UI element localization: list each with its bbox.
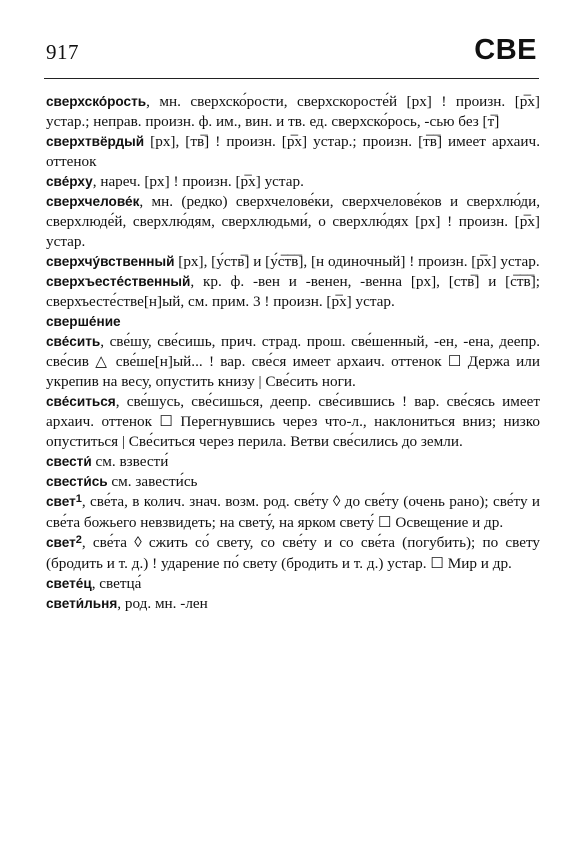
entry-body: , светца́ — [91, 575, 142, 592]
entry-headword: сверше́ние — [46, 314, 121, 329]
entry-body: [рх], [тв̅] ! произн. [р̅х] устар.; произн. [т̅в̅] имеет архаич. оттенок — [46, 133, 540, 170]
dictionary-entry — [46, 132, 540, 172]
entry-headword: сверхчелове́к — [46, 194, 140, 209]
dictionary-entries — [46, 92, 540, 614]
entry-body: , кр. ф. -вен и -венен, -венна [рх], [ств̅] и [с̅т̅в̅]; сверхъесте́стве[н]ый, см. прим. 3 ! произн. [р̅х] устар. — [46, 273, 540, 310]
entry-body: [рх], [у́ств̅] и [у́с̅т̅в̅], [н одиночный] ! произн. [р̅х] устар. — [174, 253, 540, 270]
sense-number: 1 — [75, 493, 82, 505]
dictionary-entry — [46, 192, 540, 252]
entry-headword: сверхтвёрдый — [46, 134, 145, 149]
entry-headword: сверхчу́вственный — [46, 254, 175, 269]
entry-headword: сверхско́рость — [46, 94, 147, 109]
dictionary-entry — [46, 392, 540, 452]
dictionary-entry — [46, 252, 540, 272]
dictionary-entry — [46, 533, 540, 574]
entry-body: , мн. (редко) сверхчелове́ки, сверхчелове́ков и сверхлю́ди, сверхлюде́й, сверхлю́дям, сверхлюдьми́, о сверхлю́дях [рх] ! произн. [р̅х] устар. — [46, 193, 540, 250]
dictionary-entry — [46, 312, 540, 332]
dictionary-entry — [46, 272, 540, 312]
entry-headword: свети́льня — [46, 596, 118, 611]
dictionary-entry — [46, 92, 540, 132]
entry-body: , мн. сверхско́рости, сверхскоросте́й [рх] ! произн. [р̅х] устар.; неправ. произн. ф. им., вин. и тв. ед. сверхско́рось, -сью без [т̅] — [46, 93, 540, 130]
entry-body: , све́шусь, све́сишься, деепр. све́сившись ! вар. све́сясь имеет архаич. оттенок ☐ Перегнувшись через что-л., наклониться вниз; низко опуститься | Све́ситься через перила. Ветви све́сились до земли. — [46, 393, 540, 450]
entry-headword: свете́ц — [46, 576, 92, 591]
entry-headword: све́ситься — [46, 394, 116, 409]
entry-body: см. взвести́ — [91, 453, 169, 470]
dictionary-entry — [46, 332, 540, 392]
dictionary-entry — [46, 574, 540, 594]
entry-body: см. завести́сь — [107, 473, 198, 490]
dictionary-entry — [46, 172, 540, 192]
dictionary-entry — [46, 452, 540, 472]
page-number: 917 — [46, 40, 79, 64]
header-rule — [44, 78, 539, 79]
dictionary-entry — [46, 594, 540, 614]
entry-headword: сверхъесте́ственный — [46, 274, 191, 289]
entry-headword: свет — [46, 494, 76, 509]
entry-body: , све́та ◊ сжить со́ свету, со све́ту и со све́та (погубить); по свету (бродить и т. д.) ! ударение по́ свету (бродить и т. д.) устар. ☐ Мир и др. — [46, 534, 540, 572]
dictionary-entry — [46, 492, 540, 533]
dictionary-entry — [46, 472, 540, 492]
entry-headword: свет — [46, 535, 76, 550]
entry-headword: свести́сь — [46, 474, 108, 489]
entry-headword: свести́ — [46, 454, 92, 469]
running-head: СВЕ — [474, 34, 537, 66]
entry-headword: све́рху — [46, 174, 93, 189]
entry-body: , све́та, в колич. знач. возм. род. све́ту ◊ до све́ту (очень рано); све́ту и све́та божьего невзвидеть; на свету́, на ярком свету́ ☐ Освещение и др. — [46, 493, 540, 531]
sense-number: 2 — [75, 534, 82, 546]
entry-body: , нареч. [рх] ! произн. [р̅х] устар. — [92, 173, 304, 190]
entry-body: , све́шу, све́сишь, прич. страд. прош. све́шенный, -ен, -ена, деепр. све́сив △ све́ше[н]ый... ! вар. све́ся имеет архаич. оттенок ☐ Держа или укрепив на весу, опустить книзу | Све́сить ноги. — [46, 333, 540, 390]
entry-body: , род. мн. -лен — [117, 595, 208, 612]
entry-headword: све́сить — [46, 334, 101, 349]
